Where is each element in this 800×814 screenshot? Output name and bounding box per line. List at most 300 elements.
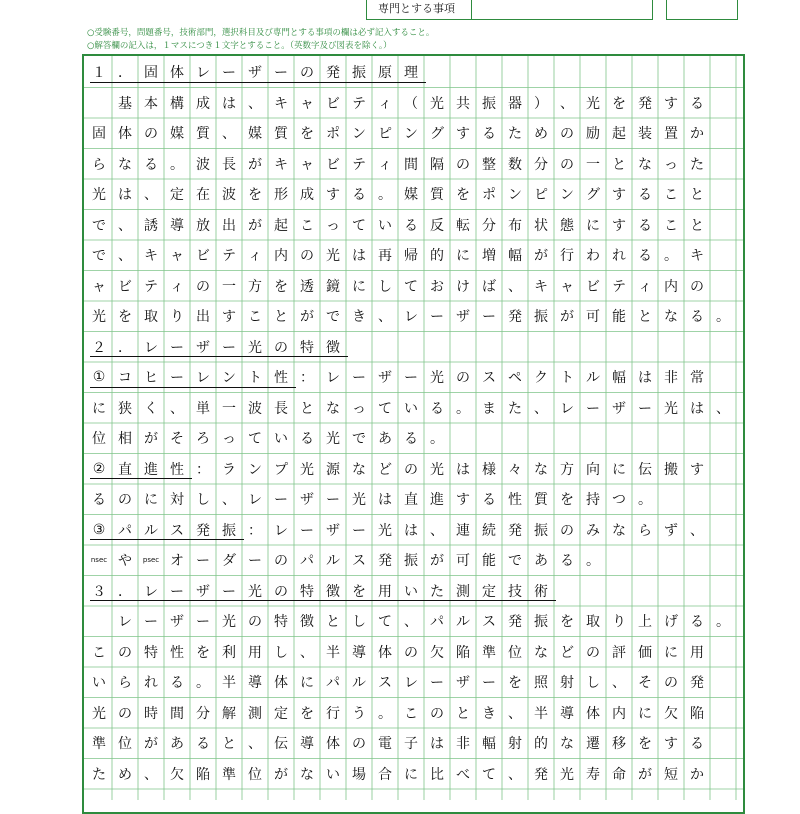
- answer-line: [86, 362, 786, 393]
- answer-char: 半: [534, 705, 548, 722]
- answer-char: 連: [456, 522, 470, 539]
- answer-char: で: [92, 248, 106, 265]
- answer-char: ヒ: [144, 370, 158, 387]
- answer-char: な: [638, 156, 652, 173]
- answer-char: 、: [144, 187, 158, 204]
- answer-char: 搬: [664, 461, 678, 478]
- answer-char: 、: [248, 95, 262, 112]
- answer-char: ィ: [378, 156, 392, 173]
- answer-char: と: [690, 217, 704, 234]
- answer-char: ー: [222, 65, 236, 82]
- answer-char: 発: [690, 675, 704, 692]
- answer-char: ば: [482, 278, 496, 295]
- answer-char: 遷: [586, 736, 600, 753]
- answer-char: 。: [456, 400, 470, 417]
- answer-char: ル: [352, 675, 366, 692]
- answer-char: す: [326, 187, 340, 204]
- answer-char: 時: [144, 705, 158, 722]
- answer-char: 固: [144, 65, 158, 82]
- answer-char: ー: [430, 675, 444, 692]
- answer-char: 、: [508, 705, 522, 722]
- answer-char: を: [560, 492, 574, 509]
- answer-char: 移: [612, 736, 626, 753]
- answer-char: ー: [300, 522, 314, 539]
- answer-char: る: [690, 736, 704, 753]
- answer-char: と: [612, 156, 626, 173]
- answer-char: ラ: [222, 461, 236, 478]
- answer-char: い: [404, 583, 418, 600]
- answer-char: ン: [560, 187, 574, 204]
- answer-char: ャ: [92, 278, 106, 295]
- answer-char: 。: [716, 309, 730, 326]
- answer-char: ③: [92, 521, 106, 538]
- answer-char: の: [274, 553, 288, 570]
- answer-char: べ: [456, 766, 470, 783]
- answer-char: ３: [92, 583, 106, 600]
- answer-char: こ: [92, 644, 106, 661]
- answer-char: ン: [352, 126, 366, 143]
- answer-char: る: [300, 431, 314, 448]
- answer-char: キ: [690, 248, 704, 265]
- answer-char: 出: [196, 309, 210, 326]
- answer-char: が: [534, 248, 548, 265]
- answer-char: ン: [222, 370, 236, 387]
- answer-char: 内: [664, 278, 678, 295]
- answer-char: を: [456, 187, 470, 204]
- answer-char: 、: [612, 675, 626, 692]
- answer-char: ザ: [378, 370, 392, 387]
- answer-char: 性: [274, 370, 288, 387]
- answer-char: ザ: [170, 614, 184, 631]
- answer-char: か: [690, 126, 704, 143]
- answer-char: ー: [170, 370, 184, 387]
- answer-char: 振: [534, 522, 548, 539]
- answer-char: る: [92, 492, 106, 509]
- answer-char: 測: [456, 583, 470, 600]
- answer-char: の: [560, 156, 574, 173]
- answer-char: ザ: [300, 492, 314, 509]
- answer-char: 振: [482, 95, 496, 112]
- answer-char: テ: [144, 278, 158, 295]
- answer-char: ま: [482, 400, 496, 417]
- answer-char: ン: [508, 187, 522, 204]
- answer-char: く: [144, 400, 158, 417]
- answer-char: 合: [378, 766, 392, 783]
- answer-char: 位: [248, 766, 262, 783]
- answer-char: は: [352, 248, 366, 265]
- answer-char: き: [352, 309, 366, 326]
- answer-char: る: [144, 156, 158, 173]
- answer-char: 出: [222, 217, 236, 234]
- answer-char: 分: [482, 217, 496, 234]
- answer-char: こ: [664, 217, 678, 234]
- answer-char: ー: [170, 583, 184, 600]
- answer-char: で: [326, 309, 340, 326]
- answer-char: ー: [482, 309, 496, 326]
- answer-char: が: [274, 766, 288, 783]
- heading-underline: [90, 600, 556, 601]
- answer-char: 特: [300, 583, 314, 600]
- answer-char: 取: [586, 614, 600, 631]
- answer-char: 直: [404, 492, 418, 509]
- answer-char: が: [248, 156, 262, 173]
- answer-char: 振: [352, 65, 366, 82]
- answer-char: 位: [118, 736, 132, 753]
- answer-char: る: [404, 217, 418, 234]
- answer-char: 光: [300, 461, 314, 478]
- answer-char: 。: [638, 492, 652, 509]
- answer-char: て: [378, 400, 392, 417]
- answer-char: ス: [482, 370, 496, 387]
- answer-char: は: [456, 461, 470, 478]
- answer-char: 位: [92, 431, 106, 448]
- answer-char: 源: [326, 461, 340, 478]
- answer-char: 、: [118, 217, 132, 234]
- answer-char: て: [482, 766, 496, 783]
- answer-char: ー: [248, 553, 262, 570]
- answer-line: [86, 637, 786, 668]
- answer-line: [86, 606, 786, 637]
- answer-char: ２: [92, 339, 106, 356]
- answer-char: に: [456, 248, 470, 265]
- answer-char: っ: [664, 156, 678, 173]
- answer-char: パ: [430, 614, 444, 631]
- answer-char: 徴: [326, 583, 340, 600]
- answer-char: キ: [274, 156, 288, 173]
- answer-char: 陥: [690, 705, 704, 722]
- answer-char: 欠: [170, 766, 184, 783]
- answer-char: め: [534, 126, 548, 143]
- answer-char: 解: [222, 705, 236, 722]
- answer-char: 質: [430, 187, 444, 204]
- answer-char: 半: [326, 644, 340, 661]
- answer-char: nsec: [90, 556, 108, 565]
- answer-char: 。: [378, 705, 392, 722]
- answer-char: 発: [378, 553, 392, 570]
- answer-char: の: [196, 278, 210, 295]
- answer-char: る: [560, 553, 574, 570]
- answer-char: 光: [430, 461, 444, 478]
- answer-char: の: [456, 370, 470, 387]
- answer-char: 特: [144, 644, 158, 661]
- answer-char: ビ: [326, 156, 340, 173]
- answer-char: に: [638, 705, 652, 722]
- answer-char: あ: [534, 553, 548, 570]
- answer-char: 射: [560, 675, 574, 692]
- answer-char: ー: [196, 553, 210, 570]
- answer-char: ザ: [612, 400, 626, 417]
- answer-char: ー: [274, 492, 288, 509]
- answer-char: ー: [482, 675, 496, 692]
- answer-char: は: [638, 370, 652, 387]
- answer-char: い: [378, 217, 392, 234]
- answer-char: 光: [248, 583, 262, 600]
- answer-char: 、: [118, 248, 132, 265]
- answer-char: ろ: [196, 431, 210, 448]
- answer-char: る: [690, 95, 704, 112]
- answer-char: に: [404, 766, 418, 783]
- answer-char: キ: [144, 248, 158, 265]
- answer-char: い: [92, 675, 106, 692]
- answer-char: 進: [430, 492, 444, 509]
- answer-char: げ: [664, 614, 678, 631]
- specialty-label: 専門とする事項: [378, 2, 455, 15]
- answer-char: り: [170, 309, 184, 326]
- answer-char: レ: [196, 370, 210, 387]
- answer-char: ー: [274, 65, 288, 82]
- answer-char: 非: [664, 370, 678, 387]
- answer-char: 光: [326, 248, 340, 265]
- answer-char: 理: [404, 65, 418, 82]
- answer-char: ィ: [378, 95, 392, 112]
- answer-char: 発: [196, 522, 210, 539]
- answer-char: パ: [326, 675, 340, 692]
- answer-char: 伝: [274, 736, 288, 753]
- answer-char: ザ: [456, 675, 470, 692]
- answer-char: す: [612, 187, 626, 204]
- answer-char: 体: [170, 65, 184, 82]
- answer-char: ．: [118, 583, 132, 600]
- answer-char: 直: [118, 461, 132, 478]
- answer-char: 準: [92, 736, 106, 753]
- answer-char: 整: [482, 156, 496, 173]
- answer-char: 性: [508, 492, 522, 509]
- answer-char: 導: [300, 736, 314, 753]
- answer-char: め: [118, 766, 132, 783]
- answer-line: [86, 210, 786, 241]
- answer-char: 、: [560, 95, 574, 112]
- answer-line: [86, 759, 786, 790]
- answer-char: ）: [534, 95, 548, 112]
- answer-char: な: [118, 156, 132, 173]
- answer-char: テ: [352, 156, 366, 173]
- answer-char: す: [690, 461, 704, 478]
- answer-char: 励: [586, 126, 600, 143]
- answer-char: [86, 88, 112, 119]
- answer-char: 再: [378, 248, 392, 265]
- answer-char: 子: [404, 736, 418, 753]
- answer-char: の: [586, 644, 600, 661]
- answer-char: テ: [352, 95, 366, 112]
- answer-char: 。: [196, 675, 210, 692]
- answer-char: を: [560, 614, 574, 631]
- answer-char: に: [144, 492, 158, 509]
- answer-char: 長: [274, 400, 288, 417]
- answer-char: に: [586, 217, 600, 234]
- answer-char: 本: [144, 95, 158, 112]
- answer-char: 行: [560, 248, 574, 265]
- answer-char: に: [300, 675, 314, 692]
- answer-line: [86, 332, 786, 363]
- answer-char: て: [378, 614, 392, 631]
- answer-line: [86, 240, 786, 271]
- answer-char: 質: [534, 492, 548, 509]
- answer-char: 方: [248, 278, 262, 295]
- answer-char: や: [118, 553, 132, 570]
- answer-char: 体: [326, 736, 340, 753]
- answer-char: 寿: [586, 766, 600, 783]
- answer-char: 伝: [638, 461, 652, 478]
- answer-char: 価: [638, 644, 652, 661]
- answer-char: 対: [170, 492, 184, 509]
- heading-underline: [90, 539, 244, 540]
- answer-char: で: [352, 431, 366, 448]
- answer-char: る: [404, 431, 418, 448]
- answer-char: 射: [508, 736, 522, 753]
- answer-char: 形: [274, 187, 288, 204]
- answer-char: こ: [664, 187, 678, 204]
- answer-char: 、: [508, 278, 522, 295]
- answer-char: と: [456, 705, 470, 722]
- answer-char: れ: [144, 675, 158, 692]
- answer-char: 振: [404, 553, 418, 570]
- answer-char: ト: [248, 370, 262, 387]
- answer-char: 光: [586, 95, 600, 112]
- answer-char: ル: [144, 522, 158, 539]
- answer-char: ン: [248, 461, 262, 478]
- answer-char: 性: [170, 644, 184, 661]
- answer-char: ー: [170, 339, 184, 356]
- answer-char: そ: [170, 431, 184, 448]
- answer-char: 。: [170, 156, 184, 173]
- answer-char: 。: [378, 187, 392, 204]
- answer-char: の: [118, 492, 132, 509]
- answer-char: ど: [560, 644, 574, 661]
- answer-char: た: [508, 400, 522, 417]
- answer-char: き: [482, 705, 496, 722]
- answer-char: 間: [404, 156, 418, 173]
- heading-underline: [90, 356, 348, 357]
- answer-char: 放: [196, 217, 210, 234]
- answer-char: 徴: [300, 614, 314, 631]
- answer-char: 電: [378, 736, 392, 753]
- answer-char: し: [378, 278, 392, 295]
- answer-char: の: [404, 644, 418, 661]
- answer-char: ザ: [196, 339, 210, 356]
- answer-char: 、: [430, 522, 444, 539]
- answer-char: る: [638, 217, 652, 234]
- answer-char: の: [274, 339, 288, 356]
- answer-char: 相: [118, 431, 132, 448]
- answer-char: る: [170, 675, 184, 692]
- answer-char: 定: [274, 705, 288, 722]
- answer-char: と: [300, 400, 314, 417]
- answer-char: 、: [222, 492, 236, 509]
- answer-char: な: [612, 522, 626, 539]
- answer-char: オ: [170, 553, 184, 570]
- answer-char: 光: [92, 309, 106, 326]
- answer-char: 透: [300, 278, 314, 295]
- answer-char: の: [248, 614, 262, 631]
- answer-char: し: [274, 644, 288, 661]
- answer-char: １: [92, 65, 106, 82]
- answer-char: り: [612, 614, 626, 631]
- answer-char: は: [404, 522, 418, 539]
- answer-char: 光: [222, 614, 236, 631]
- answer-char: の: [456, 156, 470, 173]
- answer-char: 光: [430, 95, 444, 112]
- answer-char: と: [638, 309, 652, 326]
- answer-char: は: [378, 492, 392, 509]
- answer-char: [86, 606, 112, 637]
- answer-char: コ: [118, 370, 132, 387]
- answer-char: 照: [534, 675, 548, 692]
- answer-char: 鏡: [326, 278, 340, 295]
- answer-char: キ: [534, 278, 548, 295]
- answer-char: ャ: [170, 248, 184, 265]
- answer-char: 体: [586, 705, 600, 722]
- answer-char: す: [456, 492, 470, 509]
- answer-char: 。: [664, 248, 678, 265]
- answer-char: ャ: [300, 156, 314, 173]
- answer-char: っ: [352, 400, 366, 417]
- answer-char: の: [560, 126, 574, 143]
- answer-char: 質: [196, 126, 210, 143]
- answer-char: ル: [456, 614, 470, 631]
- answer-char: 上: [638, 614, 652, 631]
- answer-char: ：: [248, 522, 262, 539]
- answer-char: と: [326, 614, 340, 631]
- answer-char: 光: [378, 522, 392, 539]
- answer-char: 、: [248, 736, 262, 753]
- answer-char: ビ: [326, 95, 340, 112]
- answer-char: を: [274, 278, 288, 295]
- answer-char: 反: [430, 217, 444, 234]
- answer-char: る: [196, 736, 210, 753]
- answer-char: 体: [118, 126, 132, 143]
- answer-char: ビ: [118, 278, 132, 295]
- answer-char: 持: [586, 492, 600, 509]
- answer-char: を: [638, 736, 652, 753]
- answer-char: ．: [118, 339, 132, 356]
- answer-char: 振: [222, 522, 236, 539]
- answer-char: と: [274, 309, 288, 326]
- answer-line: [86, 698, 786, 729]
- answer-char: 性: [170, 461, 184, 478]
- answer-char: ピ: [534, 187, 548, 204]
- answer-char: 数: [508, 156, 522, 173]
- answer-char: し: [196, 492, 210, 509]
- answer-char: た: [92, 766, 106, 783]
- answer-char: の: [560, 522, 574, 539]
- answer-char: ポ: [326, 126, 340, 143]
- answer-char: 比: [430, 766, 444, 783]
- answer-char: 可: [456, 553, 470, 570]
- answer-char: す: [664, 736, 678, 753]
- answer-char: た: [430, 583, 444, 600]
- answer-char: ら: [638, 522, 652, 539]
- answer-char: す: [456, 126, 470, 143]
- answer-line: [86, 576, 786, 607]
- answer-char: ル: [586, 370, 600, 387]
- answer-char: 欠: [664, 705, 678, 722]
- answer-char: （: [404, 95, 418, 112]
- answer-char: 波: [196, 156, 210, 173]
- answer-char: ー: [430, 309, 444, 326]
- answer-char: ：: [300, 370, 314, 387]
- answer-char: の: [664, 675, 678, 692]
- answer-char: る: [638, 187, 652, 204]
- answer-char: を: [248, 187, 262, 204]
- answer-char: ず: [664, 522, 678, 539]
- answer-char: が: [248, 217, 262, 234]
- answer-char: ビ: [196, 248, 210, 265]
- answer-char: い: [326, 766, 340, 783]
- answer-char: は: [118, 187, 132, 204]
- answer-char: の: [352, 736, 366, 753]
- answer-char: る: [690, 309, 704, 326]
- answer-char: 幅: [508, 248, 522, 265]
